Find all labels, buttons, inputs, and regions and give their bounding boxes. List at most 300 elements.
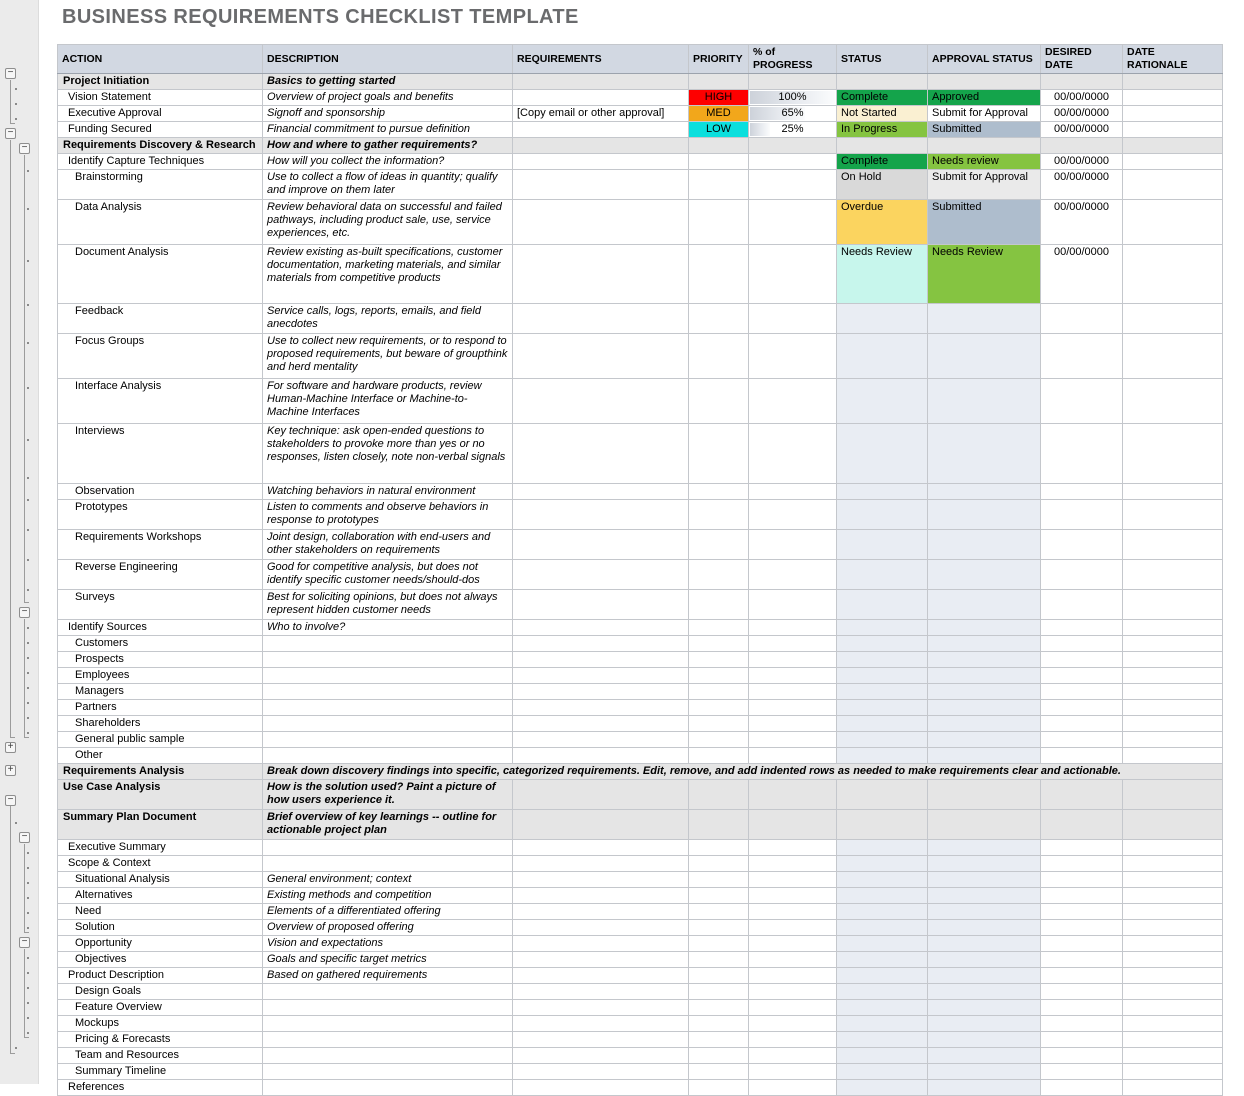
cell-priority[interactable] xyxy=(689,334,749,379)
cell-description[interactable] xyxy=(263,668,513,684)
cell-approval-status[interactable] xyxy=(928,304,1041,334)
cell-status[interactable] xyxy=(837,304,928,334)
cell-priority[interactable] xyxy=(689,652,749,668)
cell-action[interactable]: Requirements Discovery & Research xyxy=(58,138,263,154)
cell-description[interactable] xyxy=(263,1016,513,1032)
cell-priority[interactable] xyxy=(689,952,749,968)
cell-action[interactable]: Project Initiation xyxy=(58,74,263,90)
cell-progress[interactable] xyxy=(749,200,837,245)
cell-desired-date[interactable] xyxy=(1041,984,1123,1000)
cell-desired-date[interactable] xyxy=(1041,952,1123,968)
cell-priority[interactable] xyxy=(689,1000,749,1016)
cell-desired-date[interactable] xyxy=(1041,856,1123,872)
cell-status[interactable]: Complete xyxy=(837,154,928,170)
cell-desired-date[interactable] xyxy=(1041,1016,1123,1032)
cell-approval-status[interactable] xyxy=(928,620,1041,636)
cell-status[interactable] xyxy=(837,1080,928,1096)
cell-desired-date[interactable] xyxy=(1041,810,1123,840)
outline-collapse-button[interactable]: − xyxy=(5,68,16,79)
cell-priority[interactable] xyxy=(689,888,749,904)
cell-action[interactable]: Requirements Analysis xyxy=(58,764,263,780)
cell-action[interactable]: Vision Statement xyxy=(58,90,263,106)
cell-requirements[interactable] xyxy=(513,780,689,810)
cell-desired-date[interactable] xyxy=(1041,748,1123,764)
cell-approval-status[interactable] xyxy=(928,872,1041,888)
cell-requirements[interactable] xyxy=(513,90,689,106)
cell-action[interactable]: Alternatives xyxy=(58,888,263,904)
column-header-action[interactable]: ACTION xyxy=(58,45,263,74)
cell-date-rationale[interactable] xyxy=(1123,484,1223,500)
cell-status[interactable]: Complete xyxy=(837,90,928,106)
cell-approval-status[interactable] xyxy=(928,590,1041,620)
cell-approval-status[interactable] xyxy=(928,810,1041,840)
cell-approval-status[interactable] xyxy=(928,700,1041,716)
cell-priority[interactable] xyxy=(689,872,749,888)
cell-desired-date[interactable] xyxy=(1041,334,1123,379)
cell-desired-date[interactable] xyxy=(1041,652,1123,668)
cell-status[interactable] xyxy=(837,484,928,500)
cell-description[interactable] xyxy=(263,1032,513,1048)
cell-priority[interactable] xyxy=(689,1016,749,1032)
cell-date-rationale[interactable] xyxy=(1123,1000,1223,1016)
cell-action[interactable]: Identify Capture Techniques xyxy=(58,154,263,170)
column-header-approval_status[interactable]: APPROVAL STATUS xyxy=(928,45,1041,74)
cell-description[interactable] xyxy=(263,984,513,1000)
cell-approval-status[interactable]: Submit for Approval xyxy=(928,170,1041,200)
cell-action[interactable]: Identify Sources xyxy=(58,620,263,636)
cell-desired-date[interactable] xyxy=(1041,668,1123,684)
cell-description[interactable]: Elements of a differentiated offering xyxy=(263,904,513,920)
cell-progress[interactable] xyxy=(749,138,837,154)
cell-approval-status[interactable] xyxy=(928,668,1041,684)
cell-desired-date[interactable] xyxy=(1041,379,1123,424)
cell-priority[interactable] xyxy=(689,590,749,620)
cell-date-rationale[interactable] xyxy=(1123,984,1223,1000)
cell-status[interactable] xyxy=(837,74,928,90)
cell-requirements[interactable] xyxy=(513,968,689,984)
cell-requirements[interactable] xyxy=(513,122,689,138)
cell-date-rationale[interactable] xyxy=(1123,90,1223,106)
cell-approval-status[interactable] xyxy=(928,968,1041,984)
cell-desired-date[interactable] xyxy=(1041,872,1123,888)
cell-requirements[interactable] xyxy=(513,700,689,716)
cell-status[interactable] xyxy=(837,668,928,684)
cell-status[interactable] xyxy=(837,620,928,636)
cell-description[interactable]: Review existing as-built specifications, customer documentation, marketing materials, and similar materials from competitive products xyxy=(263,245,513,304)
cell-status[interactable] xyxy=(837,780,928,810)
cell-priority[interactable] xyxy=(689,560,749,590)
cell-priority[interactable]: HIGH xyxy=(689,90,749,106)
cell-date-rationale[interactable] xyxy=(1123,106,1223,122)
cell-description[interactable]: Financial commitment to pursue definition xyxy=(263,122,513,138)
cell-action[interactable]: Executive Summary xyxy=(58,840,263,856)
cell-desired-date[interactable] xyxy=(1041,500,1123,530)
cell-approval-status[interactable] xyxy=(928,500,1041,530)
cell-priority[interactable] xyxy=(689,840,749,856)
cell-progress[interactable] xyxy=(749,636,837,652)
cell-status[interactable]: Not Started xyxy=(837,106,928,122)
cell-date-rationale[interactable] xyxy=(1123,840,1223,856)
outline-collapse-button[interactable]: − xyxy=(19,832,30,843)
cell-priority[interactable] xyxy=(689,636,749,652)
cell-progress[interactable] xyxy=(749,904,837,920)
cell-progress[interactable] xyxy=(749,500,837,530)
cell-date-rationale[interactable] xyxy=(1123,748,1223,764)
cell-approval-status[interactable] xyxy=(928,888,1041,904)
cell-action[interactable]: Team and Resources xyxy=(58,1048,263,1064)
cell-description[interactable] xyxy=(263,716,513,732)
cell-description[interactable]: Vision and expectations xyxy=(263,936,513,952)
cell-description[interactable] xyxy=(263,652,513,668)
cell-date-rationale[interactable] xyxy=(1123,170,1223,200)
cell-description[interactable] xyxy=(263,1064,513,1080)
cell-approval-status[interactable] xyxy=(928,379,1041,424)
cell-priority[interactable] xyxy=(689,154,749,170)
cell-priority[interactable] xyxy=(689,530,749,560)
cell-description[interactable] xyxy=(263,636,513,652)
cell-date-rationale[interactable] xyxy=(1123,716,1223,732)
cell-priority[interactable] xyxy=(689,810,749,840)
cell-approval-status[interactable] xyxy=(928,904,1041,920)
cell-action[interactable]: Opportunity xyxy=(58,936,263,952)
cell-date-rationale[interactable] xyxy=(1123,936,1223,952)
cell-requirements[interactable] xyxy=(513,668,689,684)
cell-status[interactable]: Needs Review xyxy=(837,245,928,304)
cell-date-rationale[interactable] xyxy=(1123,590,1223,620)
cell-date-rationale[interactable] xyxy=(1123,200,1223,245)
cell-desired-date[interactable] xyxy=(1041,1000,1123,1016)
cell-desired-date[interactable] xyxy=(1041,716,1123,732)
cell-requirements[interactable] xyxy=(513,872,689,888)
cell-priority[interactable] xyxy=(689,748,749,764)
cell-description[interactable] xyxy=(263,748,513,764)
cell-status[interactable] xyxy=(837,1064,928,1080)
cell-requirements[interactable] xyxy=(513,379,689,424)
cell-progress[interactable] xyxy=(749,732,837,748)
cell-priority[interactable] xyxy=(689,1080,749,1096)
cell-requirements[interactable] xyxy=(513,888,689,904)
cell-date-rationale[interactable] xyxy=(1123,500,1223,530)
cell-date-rationale[interactable] xyxy=(1123,904,1223,920)
cell-status[interactable] xyxy=(837,1032,928,1048)
cell-requirements[interactable] xyxy=(513,636,689,652)
cell-progress[interactable] xyxy=(749,920,837,936)
cell-action[interactable]: Partners xyxy=(58,700,263,716)
cell-action[interactable]: Customers xyxy=(58,636,263,652)
cell-progress[interactable] xyxy=(749,700,837,716)
cell-priority[interactable] xyxy=(689,684,749,700)
cell-action[interactable]: Requirements Workshops xyxy=(58,530,263,560)
cell-description[interactable] xyxy=(263,732,513,748)
cell-action[interactable]: Summary Plan Document xyxy=(58,810,263,840)
cell-priority[interactable] xyxy=(689,304,749,334)
cell-status[interactable] xyxy=(837,1016,928,1032)
cell-action[interactable]: Use Case Analysis xyxy=(58,780,263,810)
cell-progress[interactable] xyxy=(749,424,837,484)
cell-action[interactable]: Summary Timeline xyxy=(58,1064,263,1080)
cell-progress[interactable] xyxy=(749,984,837,1000)
cell-status[interactable] xyxy=(837,872,928,888)
cell-desired-date[interactable] xyxy=(1041,560,1123,590)
cell-requirements[interactable] xyxy=(513,732,689,748)
cell-approval-status[interactable] xyxy=(928,1000,1041,1016)
cell-requirements[interactable] xyxy=(513,1016,689,1032)
cell-approval-status[interactable] xyxy=(928,1048,1041,1064)
cell-priority[interactable] xyxy=(689,484,749,500)
cell-action[interactable]: Reverse Engineering xyxy=(58,560,263,590)
cell-description[interactable]: Joint design, collaboration with end-users and other stakeholders on requirements xyxy=(263,530,513,560)
outline-collapse-button[interactable]: − xyxy=(5,795,16,806)
cell-date-rationale[interactable] xyxy=(1123,154,1223,170)
cell-description[interactable]: Break down discovery findings into specific, categorized requirements. Edit, remove, and add indented rows as needed to make requirements clear and actionable. xyxy=(263,764,1223,780)
cell-date-rationale[interactable] xyxy=(1123,138,1223,154)
cell-requirements[interactable] xyxy=(513,904,689,920)
cell-priority[interactable] xyxy=(689,700,749,716)
cell-progress[interactable] xyxy=(749,716,837,732)
cell-description[interactable]: Good for competitive analysis, but does not identify specific customer needs/should-dos xyxy=(263,560,513,590)
cell-action[interactable]: Other xyxy=(58,748,263,764)
cell-progress[interactable] xyxy=(749,304,837,334)
cell-status[interactable] xyxy=(837,748,928,764)
cell-date-rationale[interactable] xyxy=(1123,304,1223,334)
cell-approval-status[interactable]: Submitted xyxy=(928,200,1041,245)
cell-description[interactable]: Overview of project goals and benefits xyxy=(263,90,513,106)
cell-status[interactable] xyxy=(837,379,928,424)
cell-progress[interactable] xyxy=(749,1016,837,1032)
cell-requirements[interactable] xyxy=(513,620,689,636)
cell-status[interactable] xyxy=(837,424,928,484)
cell-progress[interactable] xyxy=(749,245,837,304)
cell-desired-date[interactable]: 00/00/0000 xyxy=(1041,154,1123,170)
cell-progress[interactable] xyxy=(749,1080,837,1096)
cell-priority[interactable] xyxy=(689,968,749,984)
cell-description[interactable]: Goals and specific target metrics xyxy=(263,952,513,968)
cell-date-rationale[interactable] xyxy=(1123,888,1223,904)
cell-requirements[interactable] xyxy=(513,952,689,968)
column-header-requirements[interactable]: REQUIREMENTS xyxy=(513,45,689,74)
cell-description[interactable]: For software and hardware products, review Human-Machine Interface or Machine-to-Machine Interfaces xyxy=(263,379,513,424)
cell-approval-status[interactable] xyxy=(928,424,1041,484)
cell-description[interactable]: General environment; context xyxy=(263,872,513,888)
cell-approval-status[interactable] xyxy=(928,780,1041,810)
cell-desired-date[interactable] xyxy=(1041,888,1123,904)
cell-action[interactable]: Objectives xyxy=(58,952,263,968)
cell-desired-date[interactable] xyxy=(1041,904,1123,920)
cell-date-rationale[interactable] xyxy=(1123,122,1223,138)
cell-approval-status[interactable] xyxy=(928,936,1041,952)
cell-desired-date[interactable] xyxy=(1041,840,1123,856)
cell-requirements[interactable] xyxy=(513,334,689,379)
cell-approval-status[interactable]: Approved xyxy=(928,90,1041,106)
cell-status[interactable] xyxy=(837,1000,928,1016)
cell-status[interactable] xyxy=(837,1048,928,1064)
cell-progress[interactable] xyxy=(749,334,837,379)
cell-desired-date[interactable] xyxy=(1041,968,1123,984)
cell-desired-date[interactable]: 00/00/0000 xyxy=(1041,122,1123,138)
cell-description[interactable] xyxy=(263,856,513,872)
cell-requirements[interactable] xyxy=(513,530,689,560)
cell-priority[interactable] xyxy=(689,904,749,920)
cell-action[interactable]: Shareholders xyxy=(58,716,263,732)
cell-requirements[interactable] xyxy=(513,138,689,154)
cell-requirements[interactable] xyxy=(513,856,689,872)
cell-requirements[interactable] xyxy=(513,920,689,936)
cell-desired-date[interactable] xyxy=(1041,138,1123,154)
cell-action[interactable]: Brainstorming xyxy=(58,170,263,200)
cell-action[interactable]: Funding Secured xyxy=(58,122,263,138)
cell-date-rationale[interactable] xyxy=(1123,872,1223,888)
cell-desired-date[interactable] xyxy=(1041,684,1123,700)
cell-approval-status[interactable] xyxy=(928,74,1041,90)
cell-priority[interactable] xyxy=(689,856,749,872)
cell-requirements[interactable] xyxy=(513,716,689,732)
cell-approval-status[interactable] xyxy=(928,684,1041,700)
cell-action[interactable]: Solution xyxy=(58,920,263,936)
cell-action[interactable]: Employees xyxy=(58,668,263,684)
cell-progress[interactable] xyxy=(749,122,837,138)
cell-desired-date[interactable] xyxy=(1041,74,1123,90)
cell-progress[interactable] xyxy=(749,872,837,888)
cell-desired-date[interactable] xyxy=(1041,484,1123,500)
cell-requirements[interactable] xyxy=(513,1000,689,1016)
cell-action[interactable]: Prospects xyxy=(58,652,263,668)
column-header-progress[interactable]: % of PROGRESS xyxy=(749,45,837,74)
cell-progress[interactable] xyxy=(749,1064,837,1080)
cell-status[interactable] xyxy=(837,856,928,872)
cell-approval-status[interactable] xyxy=(928,636,1041,652)
cell-desired-date[interactable] xyxy=(1041,530,1123,560)
cell-progress[interactable] xyxy=(749,530,837,560)
column-header-date_rationale[interactable]: DATE RATIONALE xyxy=(1123,45,1223,74)
cell-approval-status[interactable]: Needs Review xyxy=(928,245,1041,304)
cell-desired-date[interactable] xyxy=(1041,636,1123,652)
cell-priority[interactable] xyxy=(689,1064,749,1080)
cell-desired-date[interactable] xyxy=(1041,920,1123,936)
cell-priority[interactable] xyxy=(689,170,749,200)
cell-progress[interactable] xyxy=(749,620,837,636)
cell-status[interactable]: Overdue xyxy=(837,200,928,245)
cell-status[interactable] xyxy=(837,732,928,748)
cell-action[interactable]: Interviews xyxy=(58,424,263,484)
cell-desired-date[interactable] xyxy=(1041,1080,1123,1096)
cell-description[interactable] xyxy=(263,1080,513,1096)
cell-requirements[interactable] xyxy=(513,200,689,245)
cell-action[interactable]: Surveys xyxy=(58,590,263,620)
cell-description[interactable] xyxy=(263,684,513,700)
cell-requirements[interactable] xyxy=(513,652,689,668)
cell-date-rationale[interactable] xyxy=(1123,952,1223,968)
cell-desired-date[interactable] xyxy=(1041,1048,1123,1064)
cell-priority[interactable] xyxy=(689,500,749,530)
cell-desired-date[interactable] xyxy=(1041,424,1123,484)
cell-approval-status[interactable] xyxy=(928,652,1041,668)
cell-progress[interactable] xyxy=(749,1032,837,1048)
cell-priority[interactable] xyxy=(689,620,749,636)
cell-progress[interactable] xyxy=(749,90,837,106)
cell-priority[interactable]: MED xyxy=(689,106,749,122)
cell-approval-status[interactable] xyxy=(928,732,1041,748)
cell-date-rationale[interactable] xyxy=(1123,732,1223,748)
cell-action[interactable]: Pricing & Forecasts xyxy=(58,1032,263,1048)
cell-requirements[interactable] xyxy=(513,74,689,90)
cell-desired-date[interactable] xyxy=(1041,1064,1123,1080)
cell-description[interactable]: Who to involve? xyxy=(263,620,513,636)
cell-requirements[interactable] xyxy=(513,484,689,500)
cell-progress[interactable] xyxy=(749,560,837,590)
cell-date-rationale[interactable] xyxy=(1123,560,1223,590)
cell-priority[interactable]: LOW xyxy=(689,122,749,138)
cell-date-rationale[interactable] xyxy=(1123,334,1223,379)
cell-priority[interactable] xyxy=(689,424,749,484)
cell-requirements[interactable] xyxy=(513,936,689,952)
cell-approval-status[interactable]: Submitted xyxy=(928,122,1041,138)
cell-priority[interactable] xyxy=(689,74,749,90)
cell-date-rationale[interactable] xyxy=(1123,1016,1223,1032)
cell-progress[interactable] xyxy=(749,484,837,500)
column-header-status[interactable]: STATUS xyxy=(837,45,928,74)
cell-requirements[interactable] xyxy=(513,1064,689,1080)
cell-progress[interactable] xyxy=(749,748,837,764)
cell-priority[interactable] xyxy=(689,245,749,304)
cell-description[interactable]: How will you collect the information? xyxy=(263,154,513,170)
cell-description[interactable]: Service calls, logs, reports, emails, and field anecdotes xyxy=(263,304,513,334)
cell-priority[interactable] xyxy=(689,780,749,810)
cell-action[interactable]: Document Analysis xyxy=(58,245,263,304)
cell-description[interactable]: Basics to getting started xyxy=(263,74,513,90)
cell-action[interactable]: Executive Approval xyxy=(58,106,263,122)
cell-status[interactable] xyxy=(837,530,928,560)
cell-progress[interactable] xyxy=(749,170,837,200)
cell-approval-status[interactable]: Submit for Approval xyxy=(928,106,1041,122)
cell-status[interactable] xyxy=(837,716,928,732)
cell-action[interactable]: Scope & Context xyxy=(58,856,263,872)
cell-approval-status[interactable] xyxy=(928,856,1041,872)
outline-expand-button[interactable]: + xyxy=(5,765,16,776)
cell-approval-status[interactable] xyxy=(928,920,1041,936)
cell-approval-status[interactable] xyxy=(928,138,1041,154)
cell-progress[interactable] xyxy=(749,652,837,668)
outline-collapse-button[interactable]: − xyxy=(19,937,30,948)
cell-progress[interactable] xyxy=(749,590,837,620)
cell-approval-status[interactable] xyxy=(928,560,1041,590)
cell-description[interactable]: How is the solution used? Paint a picture of how users experience it. xyxy=(263,780,513,810)
cell-status[interactable] xyxy=(837,636,928,652)
cell-approval-status[interactable] xyxy=(928,1016,1041,1032)
cell-desired-date[interactable]: 00/00/0000 xyxy=(1041,170,1123,200)
cell-status[interactable] xyxy=(837,904,928,920)
cell-approval-status[interactable] xyxy=(928,1032,1041,1048)
cell-action[interactable]: Mockups xyxy=(58,1016,263,1032)
cell-action[interactable]: Situational Analysis xyxy=(58,872,263,888)
cell-desired-date[interactable] xyxy=(1041,590,1123,620)
cell-date-rationale[interactable] xyxy=(1123,1032,1223,1048)
cell-status[interactable] xyxy=(837,684,928,700)
cell-requirements[interactable] xyxy=(513,590,689,620)
cell-date-rationale[interactable] xyxy=(1123,379,1223,424)
cell-approval-status[interactable] xyxy=(928,334,1041,379)
cell-requirements[interactable] xyxy=(513,154,689,170)
cell-approval-status[interactable] xyxy=(928,840,1041,856)
cell-status[interactable] xyxy=(837,888,928,904)
cell-requirements[interactable] xyxy=(513,304,689,334)
cell-approval-status[interactable] xyxy=(928,716,1041,732)
cell-description[interactable]: Existing methods and competition xyxy=(263,888,513,904)
cell-description[interactable]: Brief overview of key learnings -- outline for actionable project plan xyxy=(263,810,513,840)
cell-approval-status[interactable] xyxy=(928,984,1041,1000)
cell-priority[interactable] xyxy=(689,1032,749,1048)
cell-progress[interactable] xyxy=(749,810,837,840)
cell-status[interactable] xyxy=(837,984,928,1000)
